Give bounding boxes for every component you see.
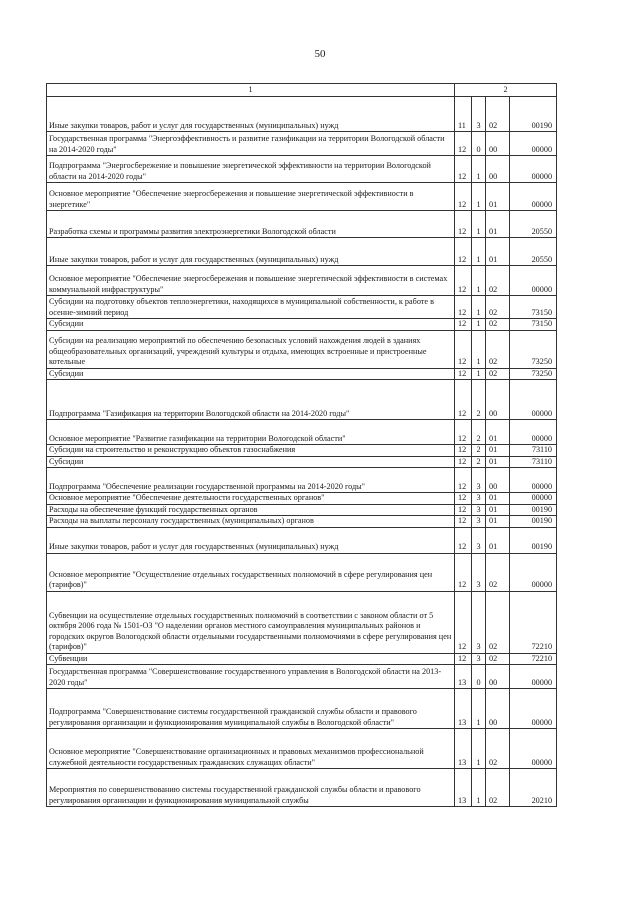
table-row bbox=[47, 380, 557, 420]
row-code-2: 2 bbox=[472, 445, 486, 457]
table-row bbox=[47, 527, 557, 553]
row-code-2: 3 bbox=[472, 97, 486, 132]
row-name: Подпрограмма "Обеспечение реализации государственной программы на 2014-2020 годы" bbox=[47, 468, 455, 493]
row-code-1: 12 bbox=[455, 468, 472, 493]
row-name: Расходы на обеспечение функций государственных органов bbox=[47, 504, 455, 516]
table-row bbox=[47, 729, 557, 769]
table-row bbox=[47, 591, 557, 653]
row-name: Субсидии на реализацию мероприятий по обеспечению безопасных условий нахождения людей в зданиях общеобразовательных организаций, учреждений культуры и отдыха, имеющих встроенные и пристроенные котельные bbox=[47, 330, 455, 368]
row-code-2: 3 bbox=[472, 553, 486, 591]
table-row bbox=[47, 456, 557, 468]
row-code-1: 12 bbox=[455, 132, 472, 156]
row-name: Субсидии bbox=[47, 319, 455, 331]
row-name: Субвенции bbox=[47, 653, 455, 665]
row-code-3: 00 bbox=[486, 468, 510, 493]
row-code-2: 3 bbox=[472, 516, 486, 528]
row-name: Подпрограмма "Совершенствование системы государственной гражданской службы области и правового регулирования организации и функционирования муниципальной службы в Вологодской области" bbox=[47, 689, 455, 729]
table-row bbox=[47, 97, 557, 132]
row-code-3: 02 bbox=[486, 266, 510, 296]
row-code-3: 01 bbox=[486, 183, 510, 211]
row-code-2: 3 bbox=[472, 591, 486, 653]
row-code-3: 01 bbox=[486, 445, 510, 457]
row-name: Иные закупки товаров, работ и услуг для государственных (муниципальных) нужд bbox=[47, 97, 455, 132]
page-number: 50 bbox=[314, 48, 326, 60]
row-name: Основное мероприятие "Обеспечение энергосбережения и повышение энергетической эффективности в системах коммунальной инфраструктуры" bbox=[47, 266, 455, 296]
table-row bbox=[47, 266, 557, 296]
row-code-2: 3 bbox=[472, 493, 486, 505]
row-code-1: 12 bbox=[455, 380, 472, 420]
table-row bbox=[47, 368, 557, 380]
row-code-2: 1 bbox=[472, 330, 486, 368]
row-code-1: 12 bbox=[455, 456, 472, 468]
row-name: Основное мероприятие "Осуществление отдельных государственных полномочий в сфере регулирования цен (тарифов)" bbox=[47, 553, 455, 591]
table-row bbox=[47, 445, 557, 457]
row-code-3: 00 bbox=[486, 156, 510, 183]
row-code-2: 1 bbox=[472, 266, 486, 296]
row-code-1: 12 bbox=[455, 238, 472, 266]
row-code-2: 0 bbox=[472, 665, 486, 689]
row-code-2: 3 bbox=[472, 504, 486, 516]
row-name: Подпрограмма "Энергосбережение и повышение энергетической эффективности на территории Вологодской области на 2014-2020 годы" bbox=[47, 156, 455, 183]
row-code-3: 00 bbox=[486, 380, 510, 420]
row-code-3: 01 bbox=[486, 504, 510, 516]
row-code-4: 00190 bbox=[510, 516, 557, 528]
row-name: Расходы на выплаты персоналу государственных (муниципальных) органов bbox=[47, 516, 455, 528]
row-code-1: 11 bbox=[455, 97, 472, 132]
row-code-1: 12 bbox=[455, 330, 472, 368]
row-code-4: 20550 bbox=[510, 238, 557, 266]
row-code-2: 3 bbox=[472, 468, 486, 493]
header-col-2: 2 bbox=[455, 84, 557, 97]
row-code-4: 73150 bbox=[510, 296, 557, 319]
row-code-2: 1 bbox=[472, 211, 486, 238]
row-code-2: 0 bbox=[472, 132, 486, 156]
row-name: Субсидии на строительство и реконструкцию объектов газоснабжения bbox=[47, 445, 455, 457]
row-code-3: 02 bbox=[486, 591, 510, 653]
row-code-4: 00000 bbox=[510, 468, 557, 493]
row-code-3: 01 bbox=[486, 527, 510, 553]
row-code-4: 00000 bbox=[510, 420, 557, 445]
row-code-2: 3 bbox=[472, 527, 486, 553]
row-code-3: 02 bbox=[486, 296, 510, 319]
table-row bbox=[47, 769, 557, 807]
row-code-1: 12 bbox=[455, 368, 472, 380]
table-row bbox=[47, 183, 557, 211]
row-code-3: 01 bbox=[486, 420, 510, 445]
row-code-4: 72210 bbox=[510, 591, 557, 653]
row-code-2: 2 bbox=[472, 380, 486, 420]
row-code-2: 2 bbox=[472, 420, 486, 445]
row-code-4: 00000 bbox=[510, 493, 557, 505]
row-name: Иные закупки товаров, работ и услуг для государственных (муниципальных) нужд bbox=[47, 527, 455, 553]
table-row bbox=[47, 493, 557, 505]
row-code-1: 12 bbox=[455, 591, 472, 653]
row-code-4: 73150 bbox=[510, 319, 557, 331]
row-code-1: 12 bbox=[455, 266, 472, 296]
row-name: Субсидии на подготовку объектов теплоэнергетики, находящихся в муниципальной собственности, к работе в осенне-зимний период bbox=[47, 296, 455, 319]
header-col-1: 1 bbox=[47, 84, 455, 97]
row-name: Подпрограмма "Газификация на территории Вологодской области на 2014-2020 годы" bbox=[47, 380, 455, 420]
row-code-3: 02 bbox=[486, 729, 510, 769]
row-name: Основное мероприятие "Развитие газификации на территории Вологодской области" bbox=[47, 420, 455, 445]
row-code-1: 12 bbox=[455, 211, 472, 238]
row-code-1: 12 bbox=[455, 156, 472, 183]
table-row bbox=[47, 238, 557, 266]
row-code-4: 00000 bbox=[510, 132, 557, 156]
row-code-1: 12 bbox=[455, 319, 472, 331]
row-name: Мероприятия по совершенствованию системы государственной гражданской службы области и правового регулирования организации и функционирования муниципальной службы bbox=[47, 769, 455, 807]
row-code-4: 73110 bbox=[510, 445, 557, 457]
row-code-4: 73110 bbox=[510, 456, 557, 468]
row-code-3: 01 bbox=[486, 238, 510, 266]
row-code-1: 13 bbox=[455, 689, 472, 729]
row-code-1: 12 bbox=[455, 527, 472, 553]
row-code-4: 00000 bbox=[510, 156, 557, 183]
table-row bbox=[47, 211, 557, 238]
row-code-3: 00 bbox=[486, 689, 510, 729]
row-code-2: 1 bbox=[472, 319, 486, 331]
row-code-1: 13 bbox=[455, 665, 472, 689]
row-code-2: 1 bbox=[472, 238, 486, 266]
row-code-1: 12 bbox=[455, 183, 472, 211]
row-code-1: 12 bbox=[455, 420, 472, 445]
row-name: Основное мероприятие "Обеспечение энергосбережения и повышение энергетической эффективности в энергетике" bbox=[47, 183, 455, 211]
table-row bbox=[47, 516, 557, 528]
row-code-2: 1 bbox=[472, 368, 486, 380]
row-code-4: 00000 bbox=[510, 553, 557, 591]
row-name: Субсидии bbox=[47, 368, 455, 380]
row-code-1: 13 bbox=[455, 769, 472, 807]
table-row bbox=[47, 296, 557, 319]
row-code-2: 1 bbox=[472, 156, 486, 183]
row-code-4: 72210 bbox=[510, 653, 557, 665]
row-code-2: 1 bbox=[472, 689, 486, 729]
row-code-3: 02 bbox=[486, 653, 510, 665]
row-name: Основное мероприятие "Совершенствование организационных и правовых механизмов профессиональной служебной деятельности государственных гражданских служащих области" bbox=[47, 729, 455, 769]
row-code-3: 02 bbox=[486, 97, 510, 132]
row-code-3: 02 bbox=[486, 319, 510, 331]
table-row bbox=[47, 653, 557, 665]
row-code-3: 00 bbox=[486, 665, 510, 689]
row-code-1: 12 bbox=[455, 553, 472, 591]
row-code-1: 12 bbox=[455, 445, 472, 457]
row-code-4: 73250 bbox=[510, 330, 557, 368]
row-code-4: 00000 bbox=[510, 183, 557, 211]
table-row bbox=[47, 156, 557, 183]
row-code-1: 13 bbox=[455, 729, 472, 769]
row-code-3: 01 bbox=[486, 211, 510, 238]
row-code-4: 20550 bbox=[510, 211, 557, 238]
row-code-1: 12 bbox=[455, 516, 472, 528]
row-code-4: 00000 bbox=[510, 689, 557, 729]
row-code-2: 2 bbox=[472, 456, 486, 468]
row-code-4: 00000 bbox=[510, 266, 557, 296]
row-code-1: 12 bbox=[455, 504, 472, 516]
table-row bbox=[47, 553, 557, 591]
row-name: Субсидии bbox=[47, 456, 455, 468]
table-header-row bbox=[47, 84, 557, 97]
row-code-2: 1 bbox=[472, 769, 486, 807]
row-name: Государственная программа "Совершенствование государственного управления в Вологодской области на 2013-2020 годы" bbox=[47, 665, 455, 689]
budget-table bbox=[46, 83, 557, 807]
table-row bbox=[47, 468, 557, 493]
row-code-2: 3 bbox=[472, 653, 486, 665]
row-code-3: 02 bbox=[486, 368, 510, 380]
table-row bbox=[47, 319, 557, 331]
row-code-2: 1 bbox=[472, 296, 486, 319]
table-row bbox=[47, 504, 557, 516]
table-row bbox=[47, 689, 557, 729]
row-code-2: 1 bbox=[472, 183, 486, 211]
row-code-4: 20210 bbox=[510, 769, 557, 807]
row-code-3: 02 bbox=[486, 330, 510, 368]
row-code-4: 73250 bbox=[510, 368, 557, 380]
table-row bbox=[47, 665, 557, 689]
row-code-3: 02 bbox=[486, 553, 510, 591]
row-name: Субвенции на осуществление отдельных государственных полномочий в соответствии с законом области от 5 октября 2006 года № 1501-ОЗ "О наделении органов местного самоуправления муниципальных районов и городских округов Вологодской области отдельными государственными полномочиями в сфере регулирования цен (тарифов)" bbox=[47, 591, 455, 653]
table-row bbox=[47, 132, 557, 156]
row-code-1: 12 bbox=[455, 653, 472, 665]
row-code-4: 00190 bbox=[510, 527, 557, 553]
row-code-3: 01 bbox=[486, 456, 510, 468]
row-name: Разработка схемы и программы развития электроэнергетики Вологодской области bbox=[47, 211, 455, 238]
row-code-2: 1 bbox=[472, 729, 486, 769]
row-code-1: 12 bbox=[455, 493, 472, 505]
row-code-1: 12 bbox=[455, 296, 472, 319]
table-row bbox=[47, 330, 557, 368]
row-name: Иные закупки товаров, работ и услуг для государственных (муниципальных) нужд bbox=[47, 238, 455, 266]
row-name: Основное мероприятие "Обеспечение деятельности государственных органов" bbox=[47, 493, 455, 505]
row-code-4: 00000 bbox=[510, 380, 557, 420]
row-code-4: 00190 bbox=[510, 504, 557, 516]
row-code-4: 00190 bbox=[510, 97, 557, 132]
row-code-4: 00000 bbox=[510, 665, 557, 689]
row-code-4: 00000 bbox=[510, 729, 557, 769]
row-code-3: 00 bbox=[486, 132, 510, 156]
row-code-3: 02 bbox=[486, 769, 510, 807]
table-row bbox=[47, 420, 557, 445]
row-code-3: 01 bbox=[486, 516, 510, 528]
row-code-3: 01 bbox=[486, 493, 510, 505]
row-name: Государственная программа "Энергоэффективность и развитие газификации на территории Вологодской области на 2014-2020 годы" bbox=[47, 132, 455, 156]
